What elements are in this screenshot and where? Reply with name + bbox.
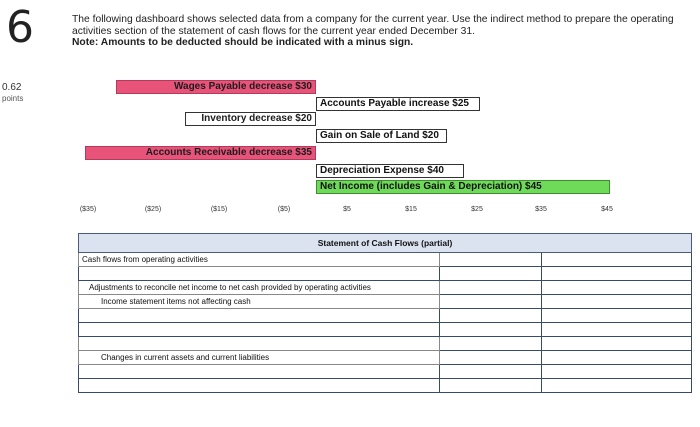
total-cell[interactable] (542, 323, 692, 337)
line-item-input[interactable] (79, 379, 440, 393)
axis-tick: ($5) (277, 206, 291, 213)
amount-cell (439, 295, 541, 309)
amount-cell[interactable] (439, 365, 541, 379)
statement-title: Statement of Cash Flows (partial) (79, 234, 692, 253)
amount-cell (439, 337, 541, 351)
bar-net-income: Net Income (includes Gain & Depreciation) $45 (316, 180, 610, 194)
points-indicator (2, 82, 23, 104)
instruction-line-2: activities section of the statement of cash flows for the current year ended December 31. (72, 25, 475, 37)
axis-tick: $15 (405, 206, 417, 213)
bar-accounts-payable: Accounts Payable increase $25 (316, 97, 480, 111)
amount-cell[interactable] (439, 253, 541, 267)
amount-cell[interactable] (439, 323, 541, 337)
amount-cell[interactable] (439, 379, 541, 393)
amount-cell[interactable] (439, 267, 541, 281)
row-operating-activities: Cash flows from operating activities (79, 253, 440, 267)
amount-cell (439, 281, 541, 295)
line-item-input[interactable] (79, 365, 440, 379)
instructions (72, 14, 692, 49)
line-item-input[interactable] (79, 323, 440, 337)
total-cell[interactable] (542, 253, 692, 267)
bar-inventory: Inventory decrease $20 (185, 112, 316, 126)
total-cell[interactable] (542, 365, 692, 379)
total-cell[interactable] (542, 309, 692, 323)
bar-accounts-receivable: Accounts Receivable decrease $35 (85, 146, 316, 160)
instruction-line-1: The following dashboard shows selected data from a company for the current year. Use the indirect method to prepare the operating (72, 14, 674, 25)
total-cell (542, 295, 692, 309)
instruction-note: Note: Amounts to be deducted should be indicated with a minus sign. (72, 37, 414, 48)
blank-row (79, 337, 440, 351)
question-number: 6 (6, 2, 34, 53)
total-cell (542, 337, 692, 351)
total-cell (542, 351, 692, 365)
line-item-input[interactable] (79, 267, 440, 281)
total-cell[interactable] (542, 267, 692, 281)
bar-gain-sale-land: Gain on Sale of Land $20 (316, 129, 447, 143)
axis-tick: $35 (535, 206, 547, 213)
axis-tick: $45 (601, 206, 613, 213)
amount-cell[interactable] (439, 309, 541, 323)
bar-wages-payable: Wages Payable decrease $30 (116, 80, 316, 94)
row-changes-current: Changes in current assets and current liabilities (79, 351, 440, 365)
total-cell (542, 281, 692, 295)
amount-cell (439, 351, 541, 365)
axis-tick: ($15) (210, 206, 228, 213)
axis-tick: $5 (343, 206, 351, 213)
axis-tick: ($35) (79, 206, 97, 213)
total-cell[interactable] (542, 379, 692, 393)
points-label: points (2, 94, 24, 103)
bar-depreciation: Depreciation Expense $40 (316, 164, 464, 178)
row-adjustments: Adjustments to reconcile net income to net cash provided by operating activities (79, 281, 440, 295)
points-value: 0.62 (2, 82, 22, 93)
axis-tick: $25 (471, 206, 483, 213)
row-income-items: Income statement items not affecting cash (79, 295, 440, 309)
cash-flow-statement-table (78, 233, 692, 393)
axis-tick: ($25) (144, 206, 162, 213)
line-item-input[interactable] (79, 309, 440, 323)
